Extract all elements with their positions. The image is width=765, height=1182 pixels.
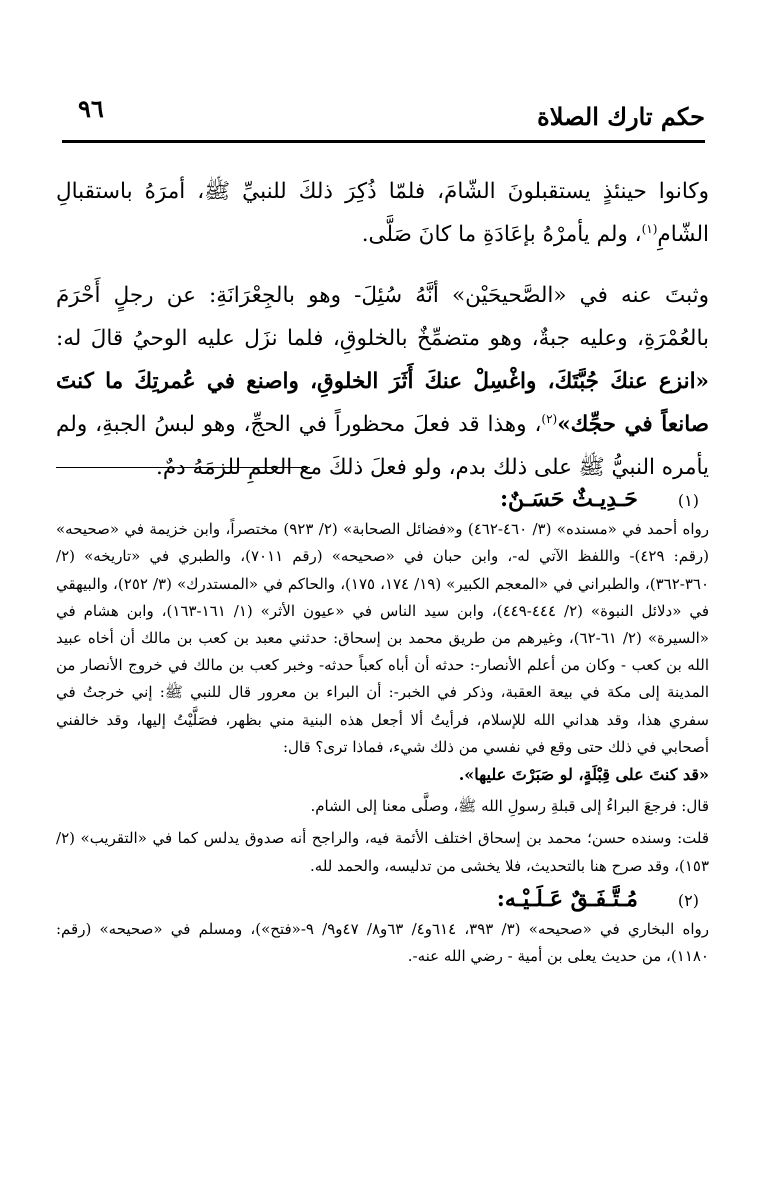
paragraph-1-text: وكانوا حينئذٍ يستقبلونَ الشّامَ، فلمّا ذُكِرَ ذلكَ للنبيِّ ﷺ، أمرَهُ باستقبالِ الشّامِ [56, 179, 709, 247]
footnote-2-number: (٢) [677, 890, 699, 910]
paragraph-2-text: وثبتَ عنه في «الصَّحيحَيْن» أنَّهُ سُئِلَ- وهو بالجِعْرَانَةِ: عن رجلٍ أَحْرَمَ بالعُمْرَةِ، وعليه جبةٌ، وهو متضمِّخٌ بالخلوقِ، فلما نزَل عليه الوحيُ قالَ له: [56, 283, 709, 351]
footnote-1-number: (١) [677, 491, 699, 510]
paragraph-1 [56, 170, 709, 256]
paragraph-1-end: ، ولم يأمرْهُ بإعَادَةِ ما كانَ صَلَّى. [361, 222, 642, 247]
hadith-quote: «انزع عنكَ جُبَّتَكَ، واغْسِلْ عنكَ أَثَرَ الخلوقِ، واصنع في عُمرتِكَ ما كنتَ صانعاً في حجِّك» [56, 369, 709, 437]
footnote-1-note: قلت: وسنده حسن؛ محمد بن إسحاق اختلف الأئمة فيه، والراجح أنه صدوق يدلس كما في «التقريب» (٢/ ١٥٣)، وقد صرح هنا بالتحديث، فلا يخشى من تدليسه، والحمد لله. [56, 829, 709, 875]
footnote-2-heading [56, 886, 709, 914]
running-head [62, 92, 705, 143]
footnote-1-quote: «قد كنتَ على قِبْلَةٍ، لو صَبَرْتَ عليها». [458, 765, 709, 785]
footnote-1-heading [56, 486, 709, 514]
paragraph-2 [56, 274, 709, 489]
footnotes [56, 480, 709, 970]
footnote-1-after: قال: فرجعَ البراءُ إلى قبلةِ رسولِ الله ﷺ، وصلَّى معنا إلى الشام. [310, 797, 709, 816]
footnote-separator [56, 467, 310, 468]
footnote-1-text: رواه أحمد في «مسنده» (٣/ ٤٦٠-٤٦٢) و«فضائل الصحابة» (٢/ ٩٢٣) مختصراً، وابن خزيمة في «صحيحه» (رقم: ٤٢٩)- واللفظ الآتي له-، وابن حبان في «صحيحه» (رقم ٧٠١١)، والطبري في «تاريخه» (٢/ ٣٦٠-٣٦٢)، والطبراني في «المعجم الكبير» (١٩/ ١٧٤، ١٧٥)، والحاكم في «المستدرك» (٣/ ٢٥٢)، والبيهقي في «دلائل النبوة» (٢/ ٤٤٤-٤٤٩)، وابن سيد الناس في «عيون الأثر» (١/ ١٦١-١٦٣)، وابن هشام في «السيرة» (٢/ ٦١-٦٢)، وغيرهم من طريق محمد بن إسحاق: حدثني معبد بن كعب بن مالك أن أخاه عبيد الله بن كعب - وكان من أعلم الأنصار-: حدثه أن أباه كعباً حدثه- وخبر كعب بن مالك في خروج الأنصار من المدينة إلى مكة في بيعة العقبة، وذكر في الخبر-: أن البراء بن معرور قال للنبي ﷺ: إني خرجتُ في سفري هذا، وقد هداني الله للإسلام، فرأيتُ ألا أجعل هذه البنية مني بظهر، فصَلَّيْتُ إليها، وقد خالفني أصحابي في ذلك حتى وقع في نفسي من ذلك شيء، فماذا ترى؟ قال: [56, 520, 710, 756]
footnote-2-text: رواه البخاري في «صحيحه» (٣/ ٣٩٣، ٦١٤و٤/ ٦٣و٨/ ٤٧و٩/ ٩-«فتح»)، ومسلم في «صحيحه» (رقم: ١١٨٠)، من حديث يعلى بن أمية - رضي الله عنه-. [56, 920, 710, 966]
main-text [56, 170, 709, 507]
footnote-ref-1: (١) [641, 221, 658, 236]
paragraph-2-end: ، وهذا قد فعلَ محظوراً في الحجِّ، وهو لبسُ الجبةِ، ولم يأمره النبيُّ ﷺ على ذلك بدم، ولو فعلَ ذلكَ مع العلمِ للزمَهُ دمٌ. [56, 412, 709, 480]
running-title: حكم تارك الصلاة [537, 102, 705, 131]
footnote-1-grade: حَـدِيـثٌ حَسَـنٌ: [499, 486, 638, 512]
footnote-2-grade: مُـتَّـفَـقٌ عَـلَـيْـه: [496, 885, 638, 912]
page-number: ٩٦ [78, 94, 104, 123]
footnote-ref-2: (٢) [541, 411, 558, 426]
